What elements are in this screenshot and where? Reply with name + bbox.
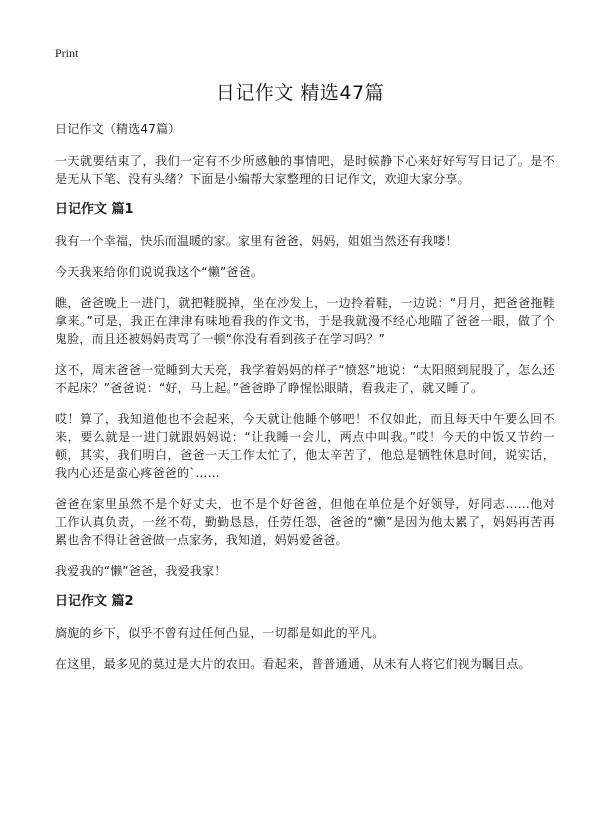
print-label[interactable]: Print bbox=[55, 46, 79, 60]
page-title: 日记作文 精选47篇 bbox=[215, 82, 385, 104]
paragraph: 这不，周末爸爸一觉睡到大天亮，我学着妈妈的样子“愤怒”地说：“太阳照到屁股了，怎么还不起床？”爸爸说：“好，马上起。”爸爸睁了睁惺忪眼睛，看我走了，就又睡了。 bbox=[55, 363, 555, 395]
paragraph: 爸爸在家里虽然不是个好丈夫，也不是个好爸爸，但他在单位是个好领导，好同志……他对工作认真负责，一丝不苟，勤勤恳恳，任劳任怨，爸爸的“懒”是因为他太累了，妈妈再苦再累也舍不得让爸爸做一点家务，我知道，妈妈爱爸爸。 bbox=[55, 497, 555, 547]
section-2 bbox=[55, 593, 555, 673]
paragraph: 今天我来给你们说说我这个“懒”爸爸。 bbox=[55, 265, 264, 279]
paragraph: 我有一个幸福，快乐而温暖的家。家里有爸爸，妈妈，姐姐当然还有我喽！ bbox=[55, 234, 458, 248]
paragraph: 瞧，爸爸晚上一进门，就把鞋脱掉，坐在沙发上，一边拎着鞋，一边说：“月月，把爸爸拖鞋拿来。”可是，我正在津津有味地看我的作文书，于是我就漫不经心地瞄了爸爸一眼，做了个鬼脸，而且还被妈妈责骂了一顿“你没有看到孩子在学习吗？” bbox=[55, 296, 555, 346]
section-heading: 日记作文 篇1 bbox=[55, 202, 134, 217]
section-1 bbox=[55, 201, 555, 580]
section-heading: 日记作文 篇2 bbox=[55, 594, 134, 609]
subtitle-line: 日记作文（精选47篇） bbox=[55, 122, 181, 136]
paragraph: 在这里，最多见的莫过是大片的农田。看起来，普普通通，从未有人将它们视为瞩目点。 bbox=[55, 657, 531, 671]
paragraph: 旖旎的乡下，似乎不曾有过任何凸显，一切都是如此的平凡。 bbox=[55, 626, 385, 640]
intro-paragraph: 一天就要结束了，我们一定有不少所感触的事情吧，是时候静下心来好好写写日记了。是不是无从下笔、没有头绪？下面是小编帮大家整理的日记作文，欢迎大家分享。 bbox=[55, 154, 555, 186]
paragraph: 我爱我的“懒”爸爸，我爱我家！ bbox=[55, 564, 227, 578]
paragraph: 哎！算了，我知道他也不会起来，今天就让他睡个够吧！不仅如此，而且每天中午要么回不来，要么就是一进门就跟妈妈说：“让我睡一会儿，两点中叫我。”哎！今天的中饭又节约一顿，其实，我们明白，爸爸一天工作太忙了，他太辛苦了，他总是牺牲休息时间，说实话，我内心还是蛮心疼爸爸的`…… bbox=[55, 412, 555, 480]
document-body bbox=[55, 120, 555, 686]
